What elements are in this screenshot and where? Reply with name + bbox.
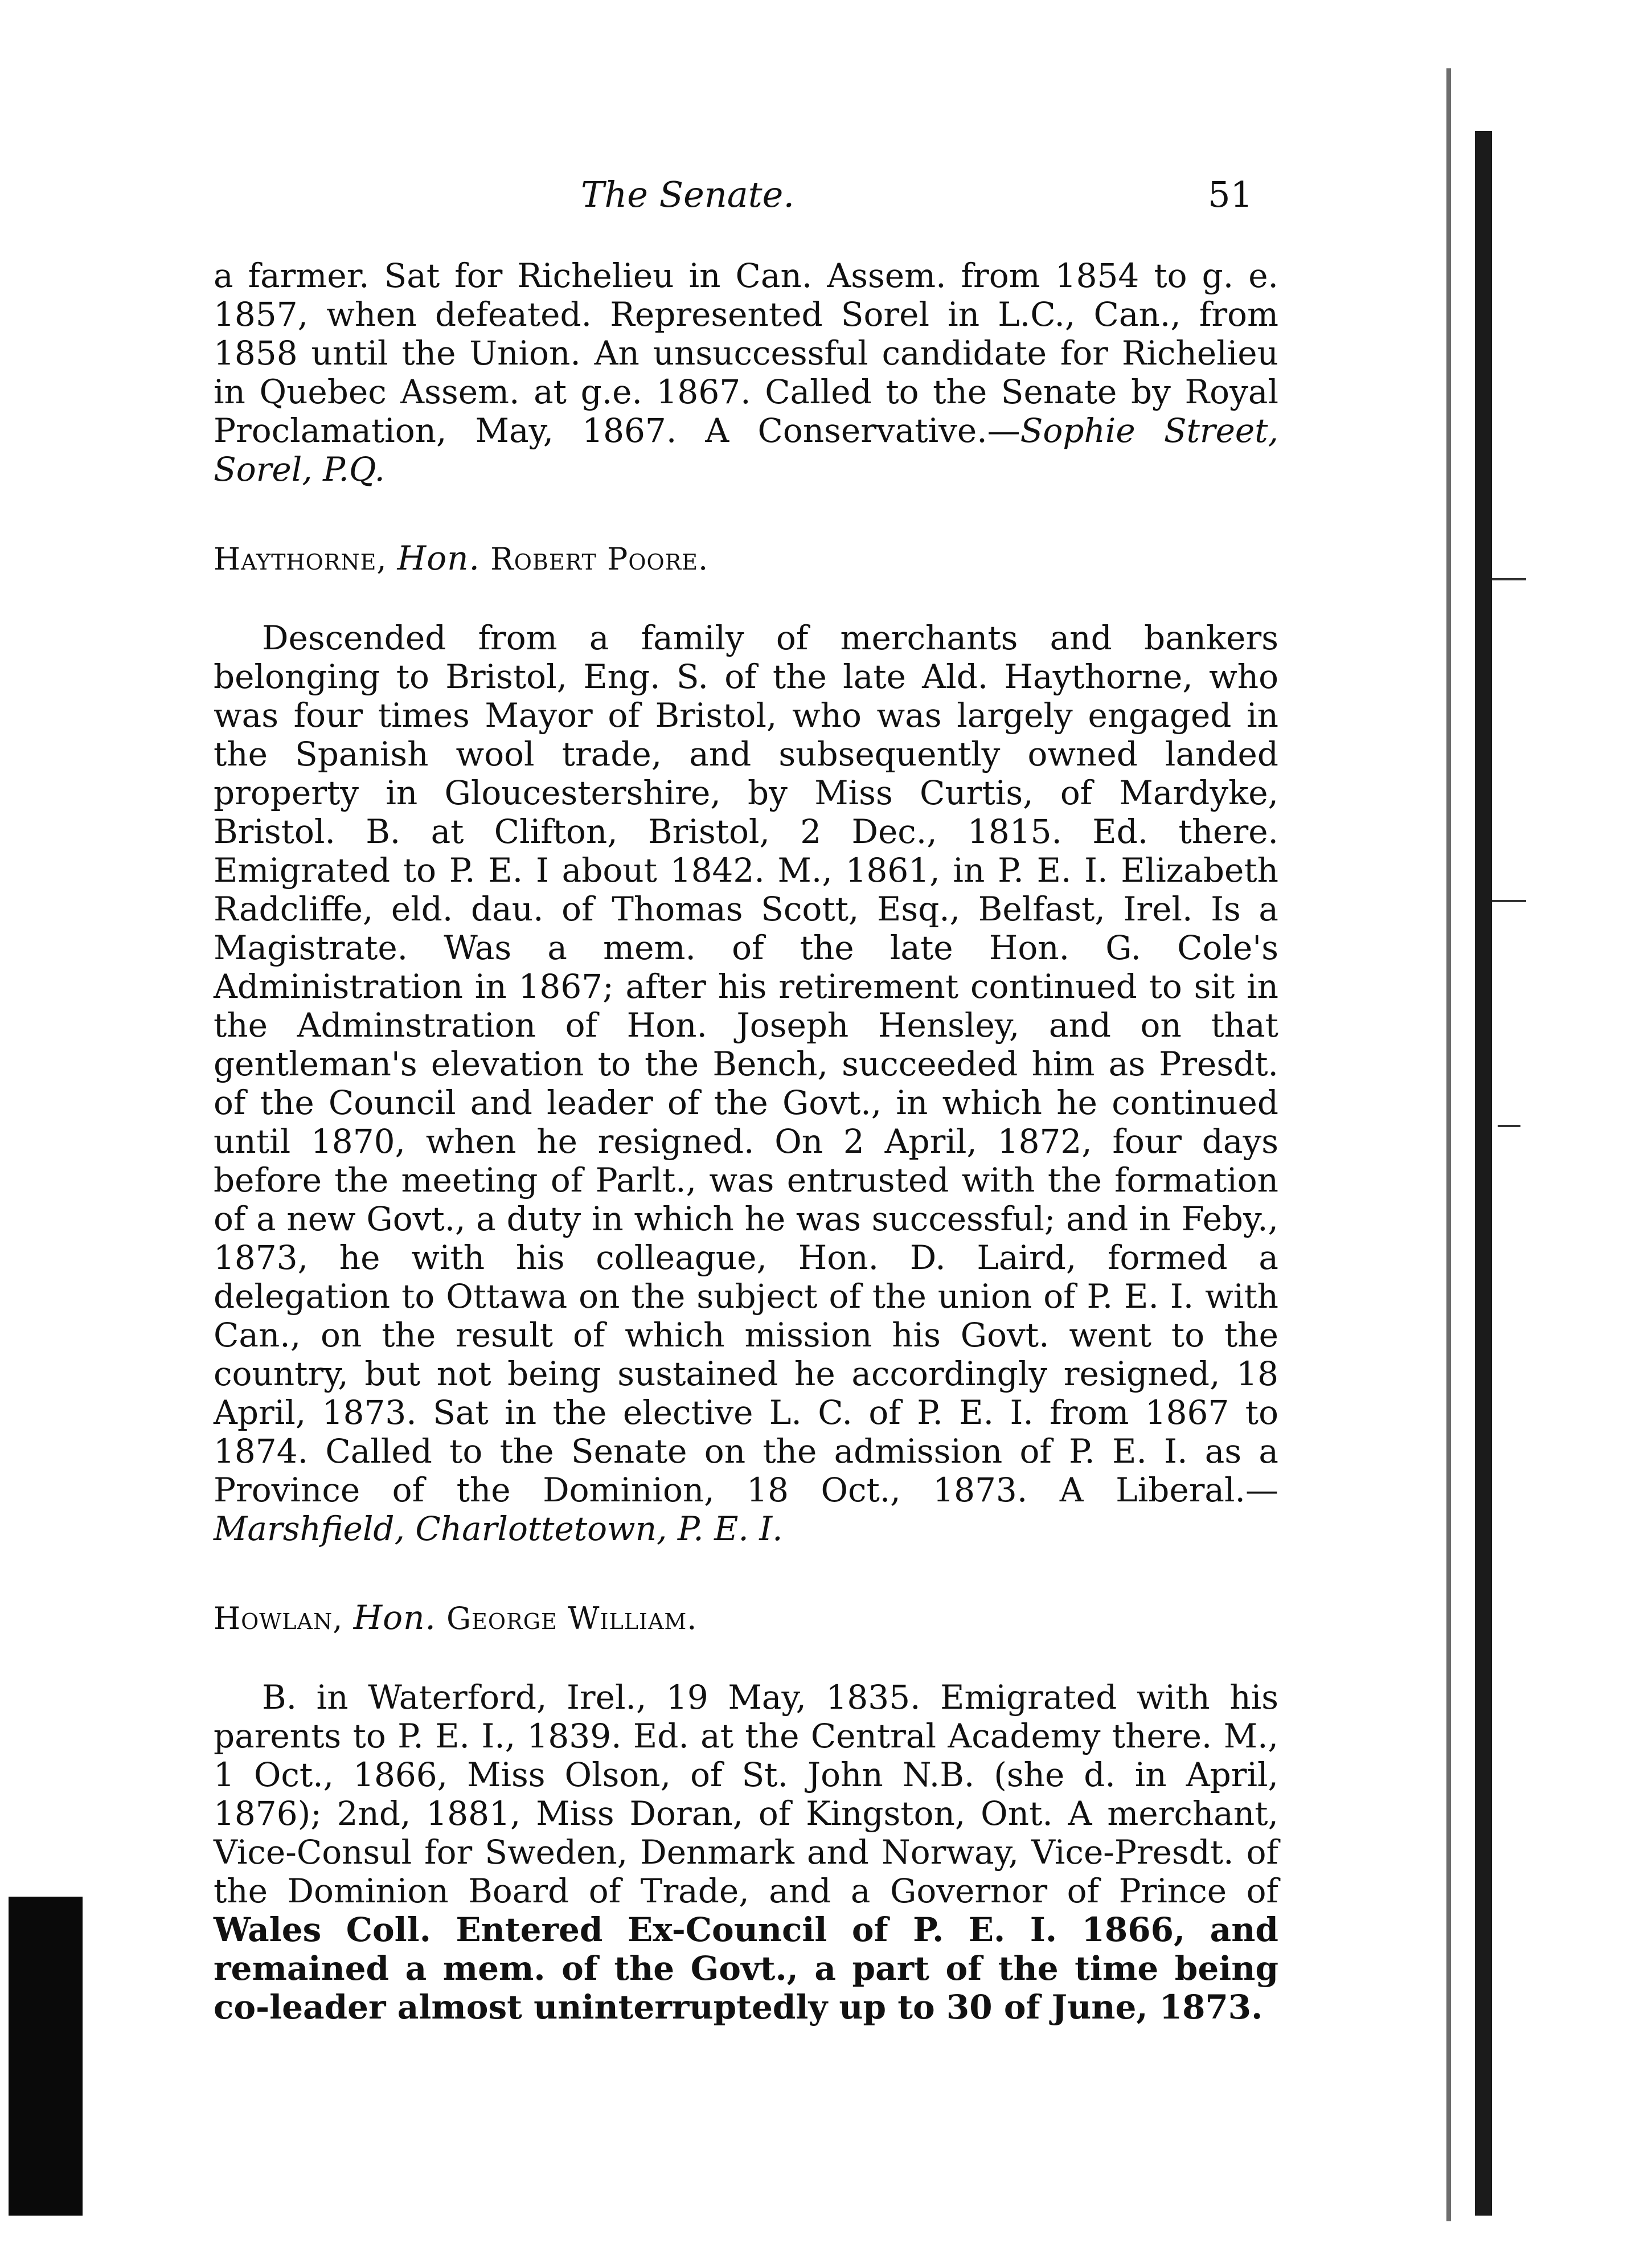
scan-left-bar	[9, 1897, 83, 2216]
entry-surname: Howlan,	[214, 1600, 343, 1636]
scan-edge-mark	[1498, 1125, 1520, 1127]
entry-honorific: Hon.	[397, 539, 480, 578]
running-title: The Senate.	[581, 174, 795, 215]
entry-continuation	[214, 256, 1278, 489]
running-header	[581, 174, 1253, 225]
entry-heading-haythorne	[214, 539, 1278, 579]
entry-body-haythorne	[214, 619, 1278, 1548]
entry-given-name: George William.	[446, 1600, 698, 1636]
page-number: 51	[1208, 174, 1253, 215]
entry-given-name: Robert Poore.	[490, 541, 709, 577]
entry-surname: Haythorne,	[214, 541, 387, 577]
entry-body-howlan	[214, 1678, 1278, 2027]
entry-address: Marshfield, Charlottetown, P. E. I.	[214, 1509, 783, 1548]
entry-honorific: Hon.	[353, 1598, 436, 1637]
entry-body-text: B. in Waterford, Irel., 19 May, 1835. Emigrated with his parents to P. E. I., 1839. Ed. at the Central Academy there. M., 1 Oct., 1866, Miss Olson, of St. John N.B. (she d. in April, 1876); 2nd, 1881, Miss Doran, of Kingston, Ont. A merchant, Vice-Consul for Sweden, Denmark and Norway, Vice-Presdt. of the Dominion Board of Trade, and a Governor of Prince of	[214, 1678, 1278, 1910]
entry-body-text-bold: Wales Coll. Entered Ex-Council of P. E. I. 1866, and remained a mem. of the Govt., a part of the time being co-leader almost uninterruptedly up to 30 of June, 1873.	[214, 1910, 1278, 2027]
scan-edge-line	[1446, 68, 1451, 2221]
scan-edge-mark	[1492, 578, 1526, 580]
scan-edge-bar	[1475, 131, 1492, 2216]
entry-body-text: Descended from a family of merchants and bankers belonging to Bristol, Eng. S. of the late Ald. Haythorne, who was four times Mayor of Bristol, who was largely engaged in the Spanish wool trade, and subsequently owned landed property in Gloucestershire, by Miss Curtis, of Mardyke, Bristol. B. at Clifton, Bristol, 2 Dec., 1815. Ed. there. Emigrated to P. E. I about 1842. M., 1861, in P. E. I. Elizabeth Radcliffe, eld. dau. of Thomas Scott, Esq., Belfast, Irel. Is a Magistrate. Was a mem. of the late Hon. G. Cole's Administration in 1867; after his retirement continued to sit in the Adminstration of Hon. Joseph Hensley, and on that gentleman's elevation to the Bench, succeeded him as Presdt. of the Council and leader of the Govt., in which he continued until 1870, when he resigned. On 2 April, 1872, four days before the meeting of Parlt., was entrusted with the formation of a new Govt., a duty in which he was successful; and in Feby., 1873, he with his colleague, Hon. D. Laird, formed a delegation to Ottawa on the subject of the union of P. E. I. with Can., on the result of which mission his Govt. went to the country, but not being sustained he accordingly resigned, 18 April, 1873. Sat in the elective L. C. of P. E. I. from 1867 to 1874. Called to the Senate on the admission of P. E. I. as a Province of the Dominion, 18 Oct., 1873. A Liberal.—	[214, 619, 1278, 1509]
entry-address: Sophie Street, Sorel, P.Q.	[214, 411, 1279, 489]
scan-edge-mark	[1492, 900, 1526, 902]
entry-heading-howlan	[214, 1598, 1278, 1638]
body-text	[214, 256, 1278, 2027]
entry-continuation-text: a farmer. Sat for Richelieu in Can. Assem. from 1854 to g. e. 1857, when defeated. Represented Sorel in L.C., Can., from 1858 until the Union. An unsuccessful candidate for Richelieu in Quebec Assem. at g.e. 1867. Called to the Senate by Royal Proclamation, May, 1867. A Conservative.—	[214, 256, 1278, 450]
